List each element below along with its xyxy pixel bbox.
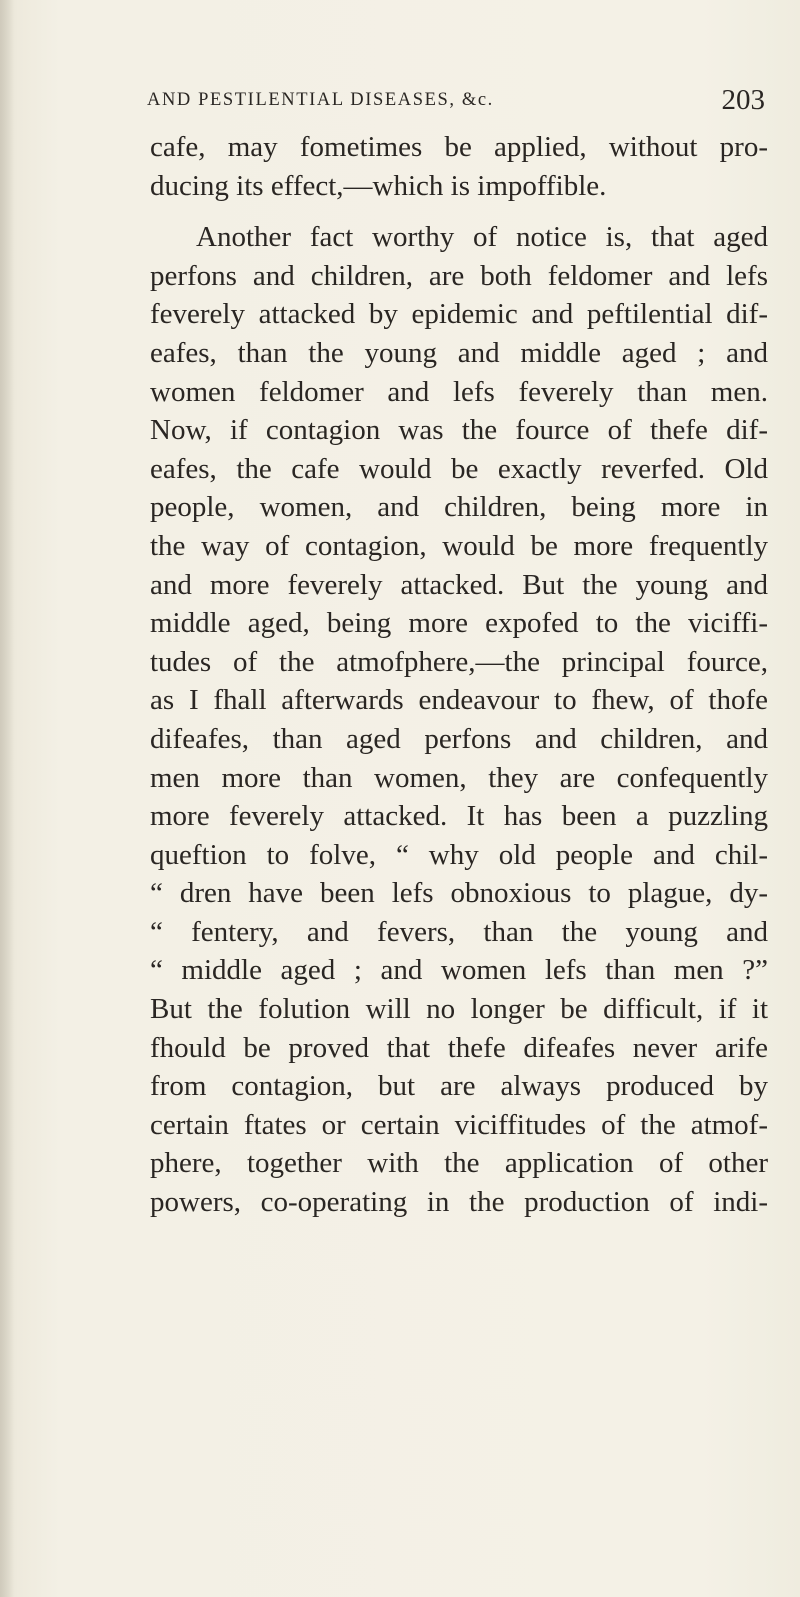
text-line: the way of contagion, would be more frequently: [150, 529, 768, 562]
text-line: eafes, than the young and middle aged ; and: [150, 336, 768, 369]
text-line: difeafes, than aged perfons and children, and: [150, 722, 768, 755]
running-head: [147, 84, 765, 124]
text-line: men more than women, they are confequently: [150, 761, 768, 794]
text-line: “ middle aged ; and women lefs than men ?”: [150, 954, 768, 987]
gutter-shadow: [0, 0, 14, 1597]
running-title: AND PESTILENTIAL DISEASES, &c.: [147, 90, 494, 110]
text-line: perfons and children, are both feldomer and lefs: [150, 259, 768, 292]
text-line: women feldomer and lefs feverely than men.: [150, 375, 768, 408]
body-text: [150, 128, 768, 1222]
text-line: cafe, may fometimes be applied, without pro-: [150, 131, 768, 163]
page-number: 203: [721, 84, 765, 116]
text-line: But the folution will no longer be difficult, if it: [150, 993, 768, 1026]
text-line: “ fentery, and fevers, than the young and: [150, 915, 768, 948]
text-line: phere, together with the application of other: [150, 1147, 768, 1180]
text-line: as I fhall afterwards endeavour to fhew, of thofe: [150, 684, 768, 717]
text-line: ducing its effect,—which is impoffible.: [150, 169, 607, 202]
text-line: fhould be proved that thefe difeafes never arife: [150, 1031, 768, 1064]
text-line: from contagion, but are always produced by: [150, 1070, 768, 1103]
text-line: people, women, and children, being more in: [150, 491, 768, 524]
text-line: queftion to folve, “ why old people and chil-: [150, 838, 768, 871]
text-line: “ dren have been lefs obnoxious to plague, dy-: [150, 877, 768, 910]
paragraph-first-line: Another fact worthy of notice is, that aged: [196, 221, 768, 254]
text-line: powers, co-operating in the production of indi-: [150, 1186, 768, 1219]
text-line: Now, if contagion was the fource of thefe dif-: [150, 414, 768, 447]
text-line: certain ftates or certain viciffitudes of the atmof-: [150, 1108, 768, 1141]
text-line: more feverely attacked. It has been a puzzling: [150, 800, 768, 833]
text-line: tudes of the atmofphere,—the principal fource,: [150, 645, 768, 678]
text-line: eafes, the cafe would be exactly reverfed. Old: [150, 452, 768, 485]
text-line: middle aged, being more expofed to the viciffi-: [150, 607, 768, 640]
text-line: feverely attacked by epidemic and peftilential dif-: [150, 298, 768, 331]
text-line: and more feverely attacked. But the young and: [150, 568, 768, 601]
